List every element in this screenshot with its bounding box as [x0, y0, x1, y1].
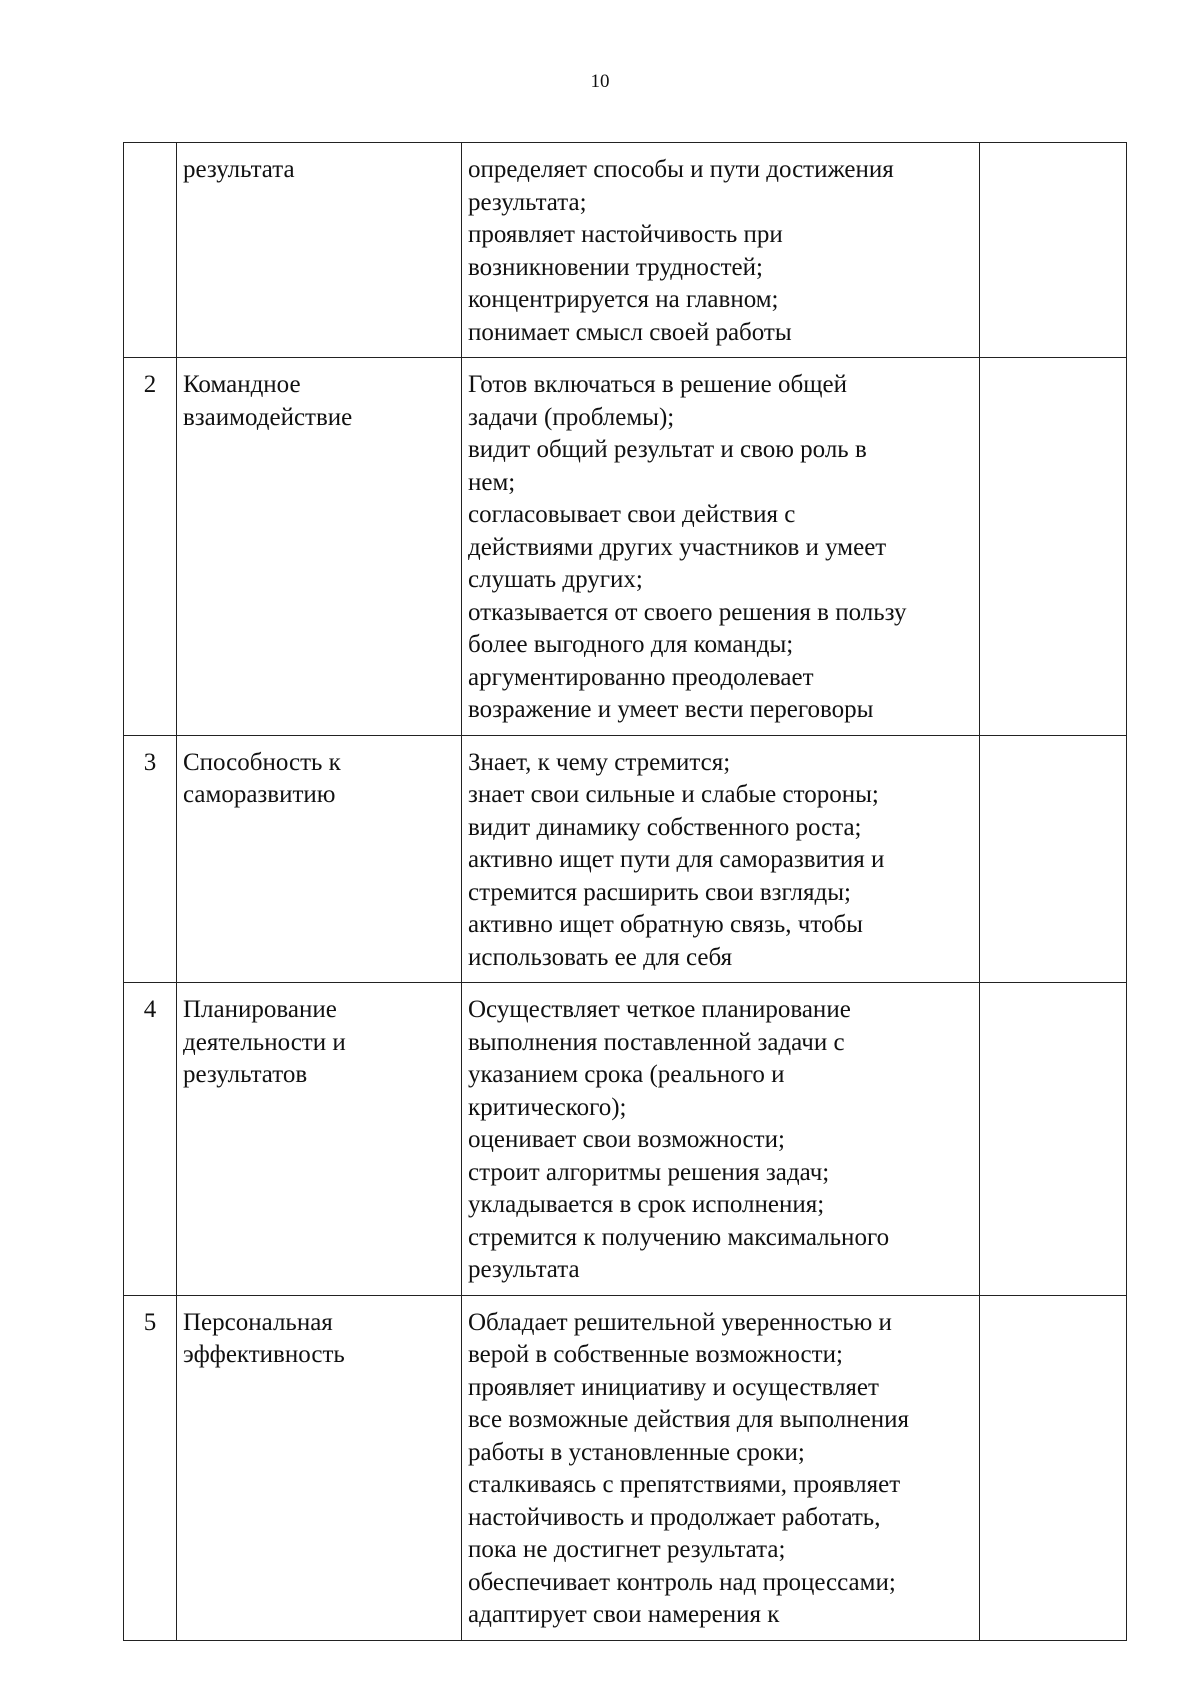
description-line: знает свои сильные и слабые стороны;: [468, 781, 879, 808]
description-line: работы в установленные сроки;: [468, 1438, 805, 1466]
competency-name-cell: [177, 983, 462, 1296]
description-line: активно ищет пути для саморазвития и: [468, 846, 885, 873]
competency-name-cell: [177, 1295, 462, 1640]
competency-name-line: саморазвитию: [183, 781, 336, 808]
description-line: оценивает свои возможности;: [468, 1126, 785, 1153]
competency-description-cell: [462, 143, 980, 358]
competency-description-cell: [462, 983, 980, 1296]
description-line: действиями других участников и умеет: [468, 533, 887, 561]
description-line: обеспечивает контроль над процессами;: [468, 1568, 896, 1596]
table-row: [124, 143, 1127, 358]
row-number-cell: [124, 735, 177, 983]
description-line: настойчивость и продолжает работать,: [468, 1503, 881, 1531]
row-number: 3: [143, 748, 157, 776]
description-line: возникновении трудностей;: [468, 253, 763, 281]
row-number-cell: [124, 143, 177, 358]
description-line: стремится расширить свои взгляды;: [468, 878, 851, 906]
row-number-cell: [124, 983, 177, 1296]
competency-name-line: Командное: [183, 371, 301, 398]
description-line: укладывается в срок исполнения;: [468, 1191, 825, 1218]
competency-name-cell: [177, 735, 462, 983]
description-line: аргументированно преодолевает: [468, 663, 814, 691]
table-row: [124, 983, 1127, 1296]
score-cell: [980, 143, 1127, 358]
competency-name-cell: [177, 143, 462, 358]
description-line: сталкиваясь с препятствиями, проявляет: [468, 1471, 901, 1498]
description-line: строит алгоритмы решения задач;: [468, 1158, 830, 1186]
competency-name-line: результатов: [183, 1061, 308, 1088]
table-row: [124, 358, 1127, 736]
description-line: Обладает решительной уверенностью и: [468, 1308, 892, 1336]
competency-name-cell: [177, 358, 462, 736]
description-line: пока не достигнет результата;: [468, 1536, 786, 1563]
description-line: слушать других;: [468, 566, 643, 593]
row-number-cell: [124, 358, 177, 736]
competency-description-cell: [462, 735, 980, 983]
description-line: результата: [468, 1256, 580, 1283]
competency-table: [123, 142, 1127, 1641]
description-line: результата;: [468, 188, 587, 216]
competency-name-line: результата: [183, 156, 295, 183]
description-line: понимает смысл своей работы: [468, 318, 792, 346]
row-number: 5: [143, 1308, 157, 1336]
description-line: проявляет настойчивость при: [468, 221, 783, 248]
description-line: более выгодного для команды;: [468, 631, 794, 658]
score-cell: [980, 983, 1127, 1296]
description-line: согласовывает свои действия с: [468, 501, 796, 528]
table-row: [124, 1295, 1127, 1640]
competency-name-line: эффективность: [183, 1341, 345, 1368]
description-line: верой в собственные возможности;: [468, 1341, 843, 1368]
competency-name-line: деятельности и: [183, 1028, 346, 1056]
description-line: все возможные действия для выполнения: [468, 1406, 910, 1433]
description-line: использовать ее для себя: [468, 943, 733, 971]
description-line: определяет способы и пути достижения: [468, 156, 894, 183]
score-cell: [980, 1295, 1127, 1640]
description-line: отказывается от своего решения в пользу: [468, 598, 907, 626]
score-cell: [980, 735, 1127, 983]
description-line: указанием срока (реального и: [468, 1061, 785, 1088]
description-line: Знает, к чему стремится;: [468, 748, 731, 776]
description-line: критического);: [468, 1093, 627, 1121]
description-line: выполнения поставленной задачи с: [468, 1028, 845, 1056]
competency-name-line: взаимодействие: [183, 403, 353, 431]
description-line: активно ищет обратную связь, чтобы: [468, 911, 863, 938]
description-line: задачи (проблемы);: [468, 403, 675, 431]
description-line: возражение и умеет вести переговоры: [468, 696, 874, 723]
description-line: видит динамику собственного роста;: [468, 813, 862, 841]
description-line: стремится к получению максимального: [468, 1223, 890, 1251]
competency-name-line: Планирование: [183, 996, 337, 1023]
description-line: Готов включаться в решение общей: [468, 371, 847, 398]
competency-description-cell: [462, 1295, 980, 1640]
description-line: концентрируется на главном;: [468, 286, 779, 313]
description-line: нем;: [468, 468, 516, 496]
table-row: [124, 735, 1127, 983]
description-line: видит общий результат и свою роль в: [468, 436, 867, 463]
row-number: 2: [143, 371, 157, 398]
competency-name-line: Способность к: [183, 748, 341, 776]
row-number-cell: [124, 1295, 177, 1640]
score-cell: [980, 358, 1127, 736]
description-line: Осуществляет четкое планирование: [468, 996, 851, 1023]
page-number: 10: [590, 71, 610, 92]
competency-description-cell: [462, 358, 980, 736]
row-number: 4: [143, 996, 157, 1023]
description-line: проявляет инициативу и осуществляет: [468, 1373, 879, 1401]
description-line: адаптирует свои намерения к: [468, 1601, 780, 1628]
competency-name-line: Персональная: [183, 1308, 333, 1336]
row-number: [124, 143, 176, 162]
